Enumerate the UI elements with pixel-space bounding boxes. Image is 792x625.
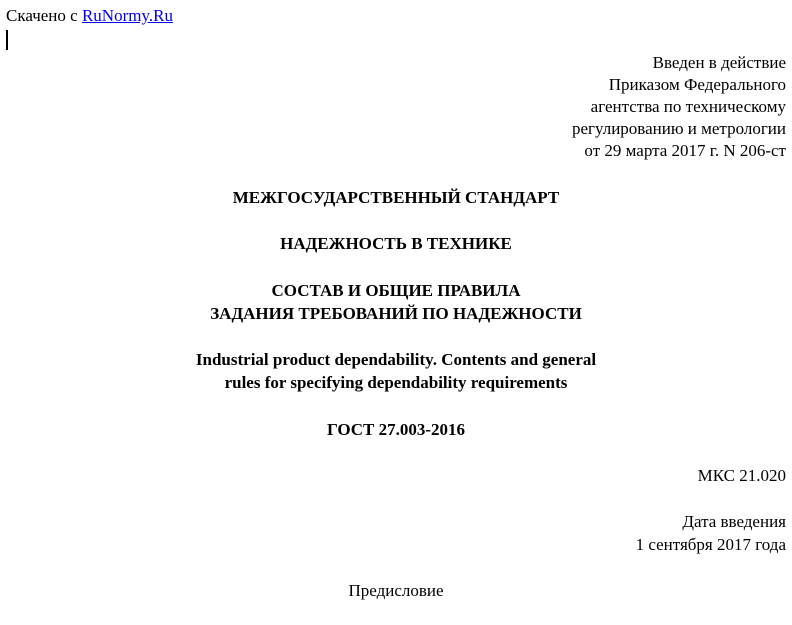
intro-line: от 29 марта 2017 г. N 206-ст: [584, 141, 786, 160]
section-heading: Предисловие: [348, 581, 444, 600]
text-cursor: [6, 30, 8, 50]
intro-line: регулированию и метрологии: [571, 119, 786, 138]
effective-date-label: Дата введения: [682, 512, 786, 531]
standard-type: МЕЖГОСУДАРСТВЕННЫЙ СТАНДАРТ: [232, 188, 560, 207]
mks-code: МКС 21.020: [697, 466, 786, 485]
standard-subtitle-line-2: ЗАДАНИЯ ТРЕБОВАНИЙ ПО НАДЕЖНОСТИ: [210, 304, 582, 323]
source-link[interactable]: RuNormy.Ru: [81, 6, 173, 25]
intro-line: Введен в действие: [652, 53, 786, 72]
standard-title: НАДЕЖНОСТЬ В ТЕХНИКЕ: [280, 234, 512, 253]
standard-subtitle-line-1: СОСТАВ И ОБЩИЕ ПРАВИЛА: [271, 281, 521, 300]
intro-line: агентства по техническому: [590, 97, 786, 116]
intro-line: Приказом Федерального: [608, 75, 786, 94]
effective-date: 1 сентября 2017 года: [635, 535, 786, 554]
introduction-block: [572, 52, 786, 162]
english-title-line-2: rules for specifying dependability requirements: [224, 373, 568, 392]
english-title-line-1: Industrial product dependability. Contents and general: [195, 350, 597, 369]
standard-code: ГОСТ 27.003-2016: [326, 420, 466, 439]
downloaded-prefix: Скачено с: [6, 6, 78, 25]
download-source-line: [6, 6, 173, 26]
